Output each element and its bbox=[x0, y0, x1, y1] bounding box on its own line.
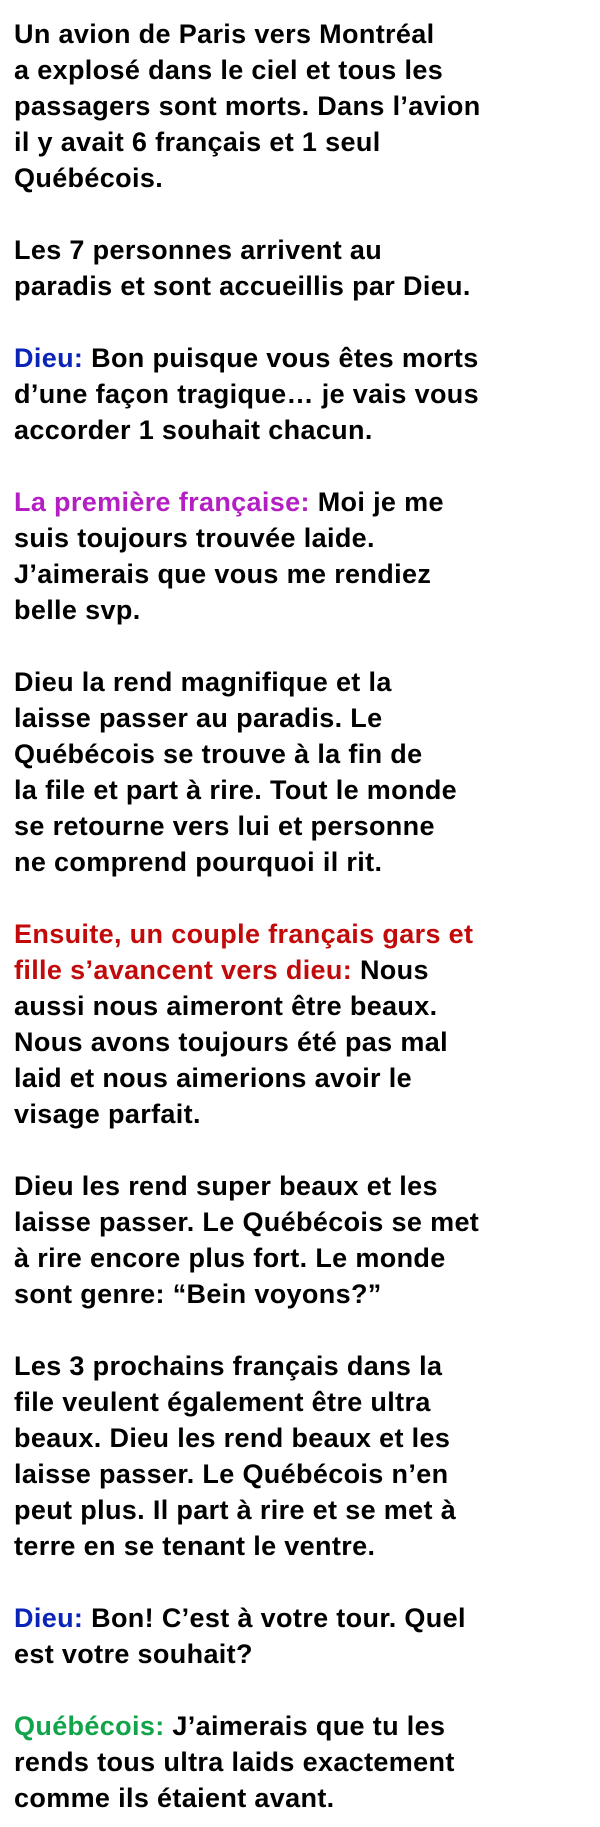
text-line: file veulent également être ultra bbox=[14, 1387, 431, 1417]
text-line: Nous avons toujours été pas mal bbox=[14, 1027, 448, 1057]
text-line: belle svp. bbox=[14, 595, 141, 625]
paragraph-three-francais bbox=[14, 1348, 592, 1564]
text-line: il y avait 6 français et 1 seul bbox=[14, 127, 381, 157]
text-line: visage parfait. bbox=[14, 1099, 201, 1129]
text-line: paradis et sont accueillis par Dieu. bbox=[14, 271, 471, 301]
paragraph-louder-laugh bbox=[14, 1168, 592, 1312]
text-line: Moi je me bbox=[309, 487, 444, 517]
text-line: accorder 1 souhait chacun. bbox=[14, 415, 373, 445]
text-line: Nous bbox=[352, 955, 429, 985]
text-line: Un avion de Paris vers Montréal bbox=[14, 19, 435, 49]
paragraph-dieu-question bbox=[14, 1600, 592, 1672]
speaker-premiere-francaise: La première française: bbox=[14, 487, 310, 517]
paragraph-dieu-offer bbox=[14, 340, 592, 448]
text-line: se retourne vers lui et personne bbox=[14, 811, 435, 841]
speaker-dieu: Dieu: bbox=[14, 1603, 84, 1633]
text-line: Dieu la rend magnifique et la bbox=[14, 667, 392, 697]
text-line: ne comprend pourquoi il rit. bbox=[14, 847, 383, 877]
speaker-quebecois: Québécois: bbox=[14, 1711, 165, 1741]
speaker-couple: fille s’avancent vers dieu: bbox=[14, 955, 353, 985]
paragraph-quebecois-laughs bbox=[14, 664, 592, 880]
paragraph-intro bbox=[14, 16, 592, 196]
text-line: laisse passer. Le Québécois n’en bbox=[14, 1459, 449, 1489]
text-line: laid et nous aimerions avoir le bbox=[14, 1063, 412, 1093]
text-line: rends tous ultra laids exactement bbox=[14, 1747, 455, 1777]
text-line: laisse passer. Le Québécois se met bbox=[14, 1207, 480, 1237]
text-line: Québécois. bbox=[14, 163, 164, 193]
text-line: peut plus. Il part à rire et se met à bbox=[14, 1495, 457, 1525]
text-line: Bon! C’est à votre tour. Quel bbox=[83, 1603, 466, 1633]
text-line: Les 7 personnes arrivent au bbox=[14, 235, 383, 265]
text-line: Les 3 prochains français dans la bbox=[14, 1351, 443, 1381]
text-line: Québécois se trouve à la fin de bbox=[14, 739, 423, 769]
text-line: a explosé dans le ciel et tous les bbox=[14, 55, 444, 85]
text-line: comme ils étaient avant. bbox=[14, 1783, 335, 1813]
text-line: d’une façon tragique… je vais vous bbox=[14, 379, 480, 409]
text-line: sont genre: “Bein voyons?” bbox=[14, 1279, 382, 1309]
text-line: à rire encore plus fort. Le monde bbox=[14, 1243, 446, 1273]
paragraph-arrival bbox=[14, 232, 592, 304]
speaker-couple: Ensuite, un couple français gars et bbox=[14, 919, 474, 949]
text-line: la file et part à rire. Tout le monde bbox=[14, 775, 458, 805]
text-line: terre en se tenant le ventre. bbox=[14, 1531, 376, 1561]
text-line: est votre souhait? bbox=[14, 1639, 253, 1669]
text-line: Bon puisque vous êtes morts bbox=[83, 343, 479, 373]
text-line: Dieu les rend super beaux et les bbox=[14, 1171, 438, 1201]
text-line: suis toujours trouvée laide. bbox=[14, 523, 375, 553]
speaker-dieu: Dieu: bbox=[14, 343, 84, 373]
text-line: J’aimerais que tu les bbox=[164, 1711, 446, 1741]
text-line: passagers sont morts. Dans l’avion bbox=[14, 91, 481, 121]
text-line: J’aimerais que vous me rendiez bbox=[14, 559, 432, 589]
text-line: aussi nous aimeront être beaux. bbox=[14, 991, 438, 1021]
paragraph-couple bbox=[14, 916, 592, 1132]
paragraph-premiere-francaise bbox=[14, 484, 592, 628]
text-line: beaux. Dieu les rend beaux et les bbox=[14, 1423, 451, 1453]
paragraph-quebecois-wish bbox=[14, 1708, 592, 1816]
text-line: laisse passer au paradis. Le bbox=[14, 703, 383, 733]
